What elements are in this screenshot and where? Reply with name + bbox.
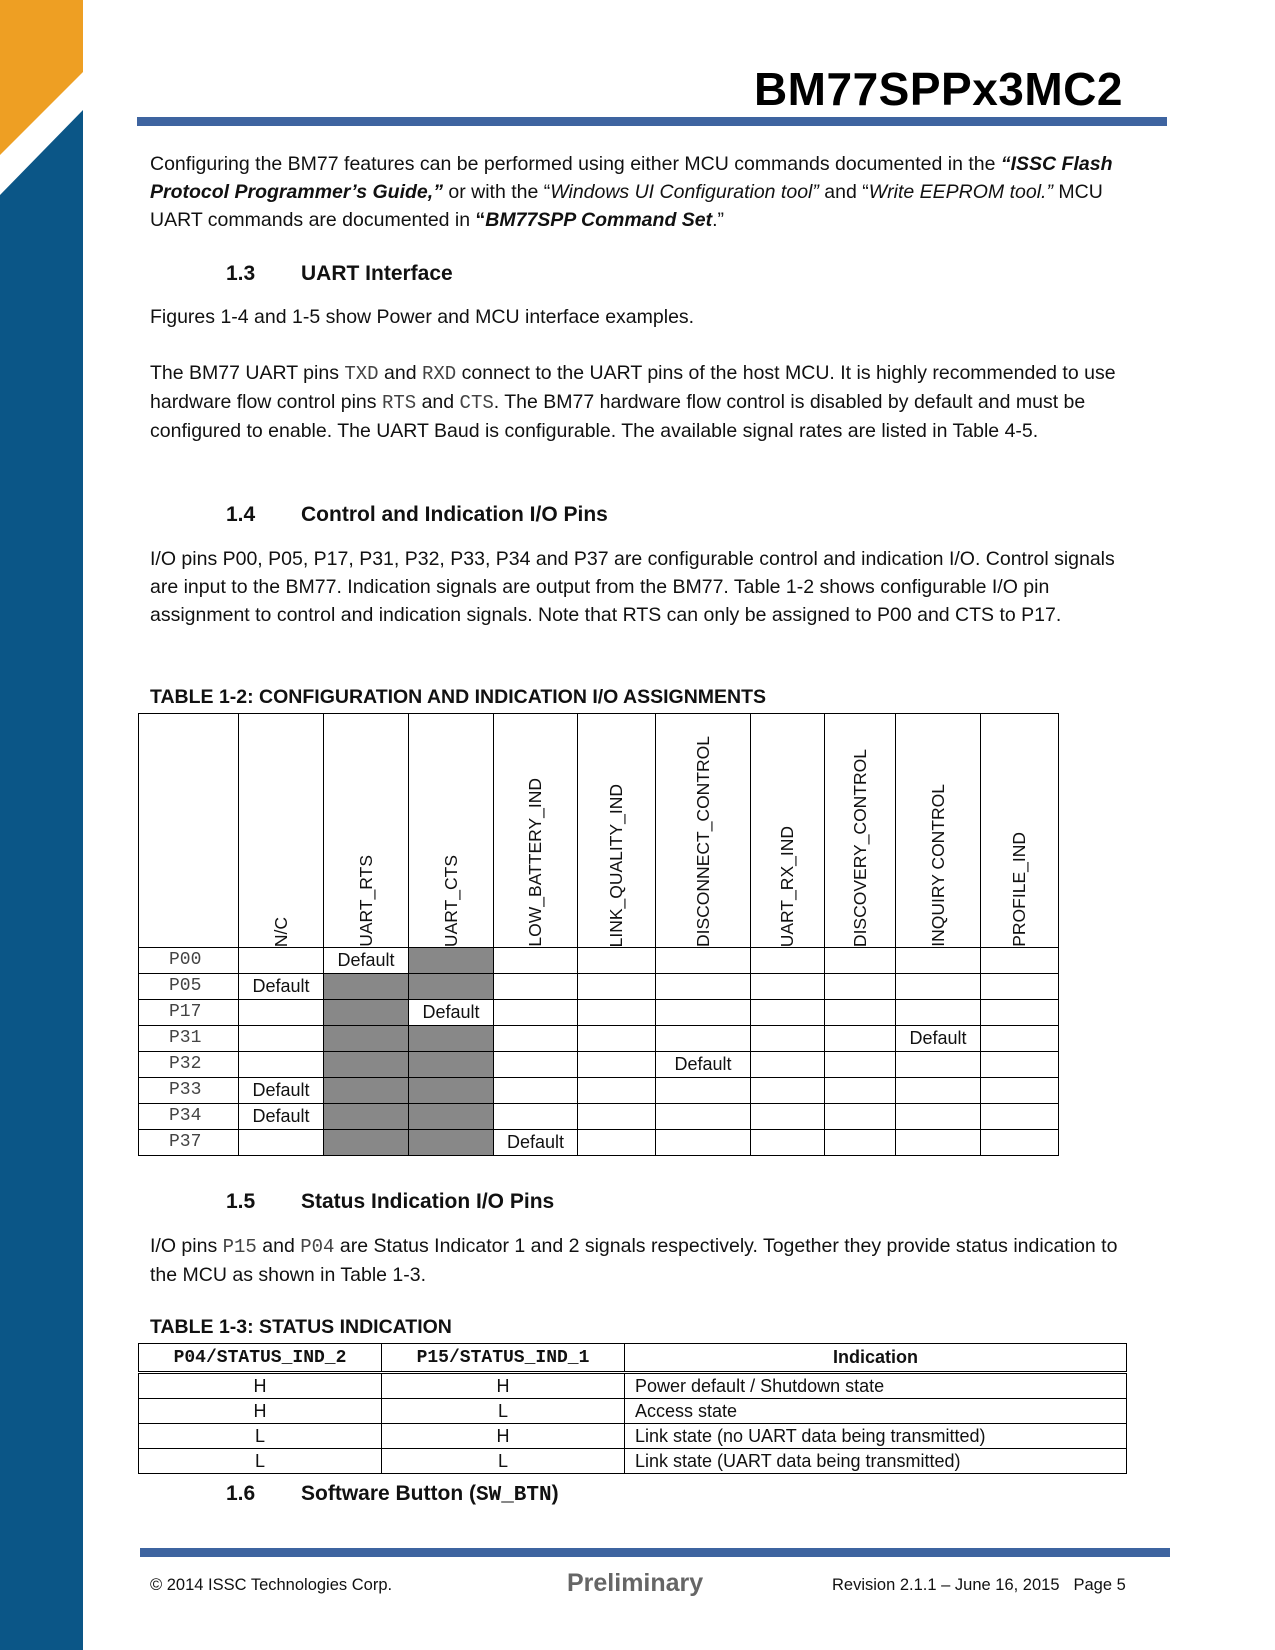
table-cell: L <box>382 1449 625 1474</box>
table-cell <box>324 974 409 1000</box>
table-cell <box>896 1104 981 1130</box>
table-cell: H <box>139 1399 382 1424</box>
column-header: P15/STATUS_IND_1 <box>382 1344 625 1373</box>
table-row <box>139 1373 1127 1399</box>
section-1-3-heading <box>226 262 453 286</box>
table-cell <box>825 948 896 974</box>
column-header: LINK_QUALITY_IND <box>578 714 656 948</box>
intro-ref-programmer-guide: “ISSC Flash Protocol Programmer’s Guide,” <box>150 153 1113 203</box>
status-indication-table <box>138 1343 1127 1474</box>
table-cell <box>656 1104 751 1130</box>
table-cell <box>578 1052 656 1078</box>
table-1-2-caption: TABLE 1-2: CONFIGURATION AND INDICATION I/O ASSIGNMENTS <box>150 686 767 708</box>
pin-cts: CTS <box>459 392 494 414</box>
pin-txd: TXD <box>344 363 379 385</box>
section-title-b: ) <box>551 1482 559 1505</box>
table-cell <box>896 948 981 974</box>
intro-text-2: or with the “ <box>442 181 551 203</box>
table-cell <box>751 1026 825 1052</box>
column-header: P04/STATUS_IND_2 <box>139 1344 382 1373</box>
table-row <box>139 974 1059 1000</box>
table-cell <box>751 1130 825 1156</box>
column-header: LOW_BATTERY_IND <box>494 714 578 948</box>
table-row <box>139 1052 1059 1078</box>
blue-side-band <box>0 110 83 1650</box>
table-cell <box>981 1052 1059 1078</box>
table-cell <box>825 1000 896 1026</box>
status-text-b: and <box>256 1235 301 1257</box>
section-1-5-paragraph <box>150 1232 1135 1289</box>
table-cell <box>494 948 578 974</box>
table-cell <box>981 1026 1059 1052</box>
table-row <box>139 1078 1059 1104</box>
table-cell <box>981 1078 1059 1104</box>
table-row <box>139 1026 1059 1052</box>
table-header-row <box>139 714 1059 948</box>
table-cell: Default <box>239 974 324 1000</box>
table-cell <box>896 1000 981 1026</box>
table-cell: L <box>139 1449 382 1474</box>
footer-status: Preliminary <box>567 1569 704 1597</box>
table-row <box>139 1399 1127 1424</box>
table-cell <box>324 1026 409 1052</box>
table-cell <box>578 974 656 1000</box>
table-cell <box>896 1130 981 1156</box>
uart-text-e: . The BM77 hardware flow control is disabled by default and must be configured to enable. The UART Baud is configurable. The available signal rates are listed in Table 4-5. <box>150 391 1086 442</box>
section-number: 1.4 <box>226 503 256 526</box>
table-cell <box>896 974 981 1000</box>
pin-cell: P00 <box>139 948 239 974</box>
table-cell <box>981 1130 1059 1156</box>
table-header-row <box>139 1344 1127 1373</box>
table-cell <box>494 974 578 1000</box>
table-cell <box>324 1000 409 1026</box>
table-cell <box>239 1052 324 1078</box>
table-cell: Default <box>656 1052 751 1078</box>
table-cell <box>825 1078 896 1104</box>
table-cell <box>494 1104 578 1130</box>
intro-text-4: MCU UART commands are documented in <box>150 181 1103 231</box>
table-cell <box>578 1130 656 1156</box>
table-cell: Default <box>896 1026 981 1052</box>
table-cell: L <box>382 1399 625 1424</box>
table-cell <box>578 948 656 974</box>
intro-ref-quote: “ <box>475 209 486 231</box>
table-cell: Default <box>239 1078 324 1104</box>
table-cell <box>324 1104 409 1130</box>
table-cell: H <box>382 1373 625 1399</box>
table-cell <box>656 1078 751 1104</box>
footer-copyright: © 2014 ISSC Technologies Corp. <box>150 1576 393 1594</box>
uart-text-c: connect to the UART pins of the host MCU. It is highly recommended to use hardware flow control pins <box>150 362 1116 413</box>
column-header: DISCOVERY_CONTROL <box>825 714 896 948</box>
section-title: UART Interface <box>301 262 453 285</box>
table-cell: Power default / Shutdown state <box>625 1373 1127 1399</box>
table-cell <box>324 1130 409 1156</box>
table-cell: H <box>139 1373 382 1399</box>
table-cell <box>494 1052 578 1078</box>
table-cell <box>409 948 494 974</box>
table-cell <box>578 1026 656 1052</box>
table-cell <box>239 1026 324 1052</box>
table-cell <box>981 948 1059 974</box>
header-rule <box>137 117 1167 126</box>
footer-rule <box>140 1548 1170 1557</box>
table-cell <box>656 1026 751 1052</box>
table-cell <box>751 974 825 1000</box>
table-cell <box>751 1052 825 1078</box>
pin-p04: P04 <box>300 1236 335 1258</box>
table-cell <box>656 948 751 974</box>
table-cell <box>578 1104 656 1130</box>
section-title-code: SW_BTN <box>475 1484 552 1507</box>
pin-cell: P37 <box>139 1130 239 1156</box>
io-assignment-table <box>138 713 1059 1156</box>
table-cell <box>578 1000 656 1026</box>
table-cell <box>751 1104 825 1130</box>
pin-cell: P33 <box>139 1078 239 1104</box>
table-cell <box>825 974 896 1000</box>
table-cell <box>981 974 1059 1000</box>
section-1-5-heading <box>226 1190 554 1214</box>
intro-ref-command-set: BM77SPP Command Set <box>485 209 713 231</box>
table-cell <box>825 1052 896 1078</box>
table-cell <box>896 1052 981 1078</box>
column-header: UART_RTS <box>324 714 409 948</box>
table-row <box>139 1130 1059 1156</box>
column-header: N/C <box>239 714 324 948</box>
section-title: Status Indication I/O Pins <box>301 1190 555 1213</box>
table-cell <box>239 1130 324 1156</box>
table-cell: Default <box>409 1000 494 1026</box>
table-cell <box>981 1104 1059 1130</box>
pin-cell: P31 <box>139 1026 239 1052</box>
section-number: 1.5 <box>226 1190 256 1213</box>
table-cell: Default <box>324 948 409 974</box>
column-header: PROFILE_IND <box>981 714 1059 948</box>
status-text-a: I/O pins <box>150 1235 223 1257</box>
table-cell <box>656 974 751 1000</box>
table-cell <box>409 1078 494 1104</box>
table-row <box>139 948 1059 974</box>
document-title: BM77SPPx3MC2 <box>753 63 1123 115</box>
column-header: UART_CTS <box>409 714 494 948</box>
section-1-3-paragraph-1: Figures 1-4 and 1-5 show Power and MCU interface examples. <box>150 306 695 328</box>
table-cell <box>324 1052 409 1078</box>
footer-page-number: Page 5 <box>1073 1576 1126 1594</box>
table-cell <box>981 1000 1059 1026</box>
table-cell <box>751 1000 825 1026</box>
section-number: 1.6 <box>226 1482 256 1505</box>
table-row <box>139 1000 1059 1026</box>
table-cell: Link state (UART data being transmitted) <box>625 1449 1127 1474</box>
table-cell <box>409 1104 494 1130</box>
footer-revision: Revision 2.1.1 – June 16, 2015 <box>832 1576 1060 1594</box>
table-cell: L <box>139 1424 382 1449</box>
uart-text-a: The BM77 UART pins <box>150 362 345 384</box>
table-cell <box>494 1026 578 1052</box>
intro-ref-eeprom-tool: Write EEPROM tool.” <box>868 181 1053 203</box>
pin-rxd: RXD <box>421 363 457 385</box>
column-header: Indication <box>625 1344 1127 1373</box>
table-cell <box>825 1130 896 1156</box>
uart-text-b: and <box>378 362 422 384</box>
uart-text-d: and <box>416 391 460 413</box>
table-row <box>139 1104 1059 1130</box>
table-cell: Default <box>494 1130 578 1156</box>
table-cell <box>578 1078 656 1104</box>
table-cell <box>239 1000 324 1026</box>
table-cell <box>324 1078 409 1104</box>
table-cell <box>409 974 494 1000</box>
table-cell <box>409 1052 494 1078</box>
table-cell <box>494 1000 578 1026</box>
table-cell <box>494 1078 578 1104</box>
table-cell <box>239 948 324 974</box>
table-cell: H <box>382 1424 625 1449</box>
pin-cell: P17 <box>139 1000 239 1026</box>
section-title: Control and Indication I/O Pins <box>301 503 608 526</box>
table-row <box>139 1424 1127 1449</box>
footer-revision-block <box>832 1576 1126 1595</box>
intro-text-5: .” <box>712 209 725 231</box>
column-header: INQUIRY CONTROL <box>896 714 981 948</box>
section-1-3-paragraph-2 <box>150 359 1135 445</box>
pin-cell: P32 <box>139 1052 239 1078</box>
intro-ref-ui-tool: Windows UI Configuration tool” <box>550 181 819 203</box>
intro-paragraph <box>150 150 1135 234</box>
table-cell <box>751 1078 825 1104</box>
section-1-4-heading <box>226 503 608 527</box>
table-cell <box>409 1026 494 1052</box>
table-cell <box>751 948 825 974</box>
pin-rts: RTS <box>381 392 417 414</box>
corner-header-cell <box>139 714 239 948</box>
pin-cell: P05 <box>139 974 239 1000</box>
section-number: 1.3 <box>226 262 256 285</box>
table-cell: Default <box>239 1104 324 1130</box>
status-text-c: are Status Indicator 1 and 2 signals respectively. Together they provide status indication to the MCU as shown in Table 1-3. <box>150 1235 1118 1286</box>
pin-cell: P34 <box>139 1104 239 1130</box>
intro-text-3: and “ <box>818 181 869 203</box>
table-cell: Access state <box>625 1399 1127 1424</box>
sidebar-decoration <box>0 0 83 1650</box>
table-cell <box>896 1078 981 1104</box>
table-1-3-caption: TABLE 1-3: STATUS INDICATION <box>150 1316 452 1338</box>
table-cell: Link state (no UART data being transmitted) <box>625 1424 1127 1449</box>
table-cell <box>825 1104 896 1130</box>
section-1-6-heading <box>226 1482 559 1507</box>
table-cell <box>656 1000 751 1026</box>
column-header: DISCONNECT_CONTROL <box>656 714 751 948</box>
table-cell <box>825 1026 896 1052</box>
table-cell <box>656 1130 751 1156</box>
intro-text-1: Configuring the BM77 features can be performed using either MCU commands documented in the <box>150 153 1001 175</box>
section-1-4-paragraph: I/O pins P00, P05, P17, P31, P32, P33, P34 and P37 are configurable control and indication I/O. Control signals are input to the BM77. Indication signals are output from the BM77. Table 1-2 shows configurable I/O pin assignment to control and indication signals. Note that RTS can only be assigned to P00 and CTS to P17. <box>150 548 1115 626</box>
table-row <box>139 1449 1127 1474</box>
table-cell <box>409 1130 494 1156</box>
section-title-a: Software Button ( <box>301 1482 476 1505</box>
column-header: UART_RX_IND <box>751 714 825 948</box>
pin-p15: P15 <box>222 1236 257 1258</box>
